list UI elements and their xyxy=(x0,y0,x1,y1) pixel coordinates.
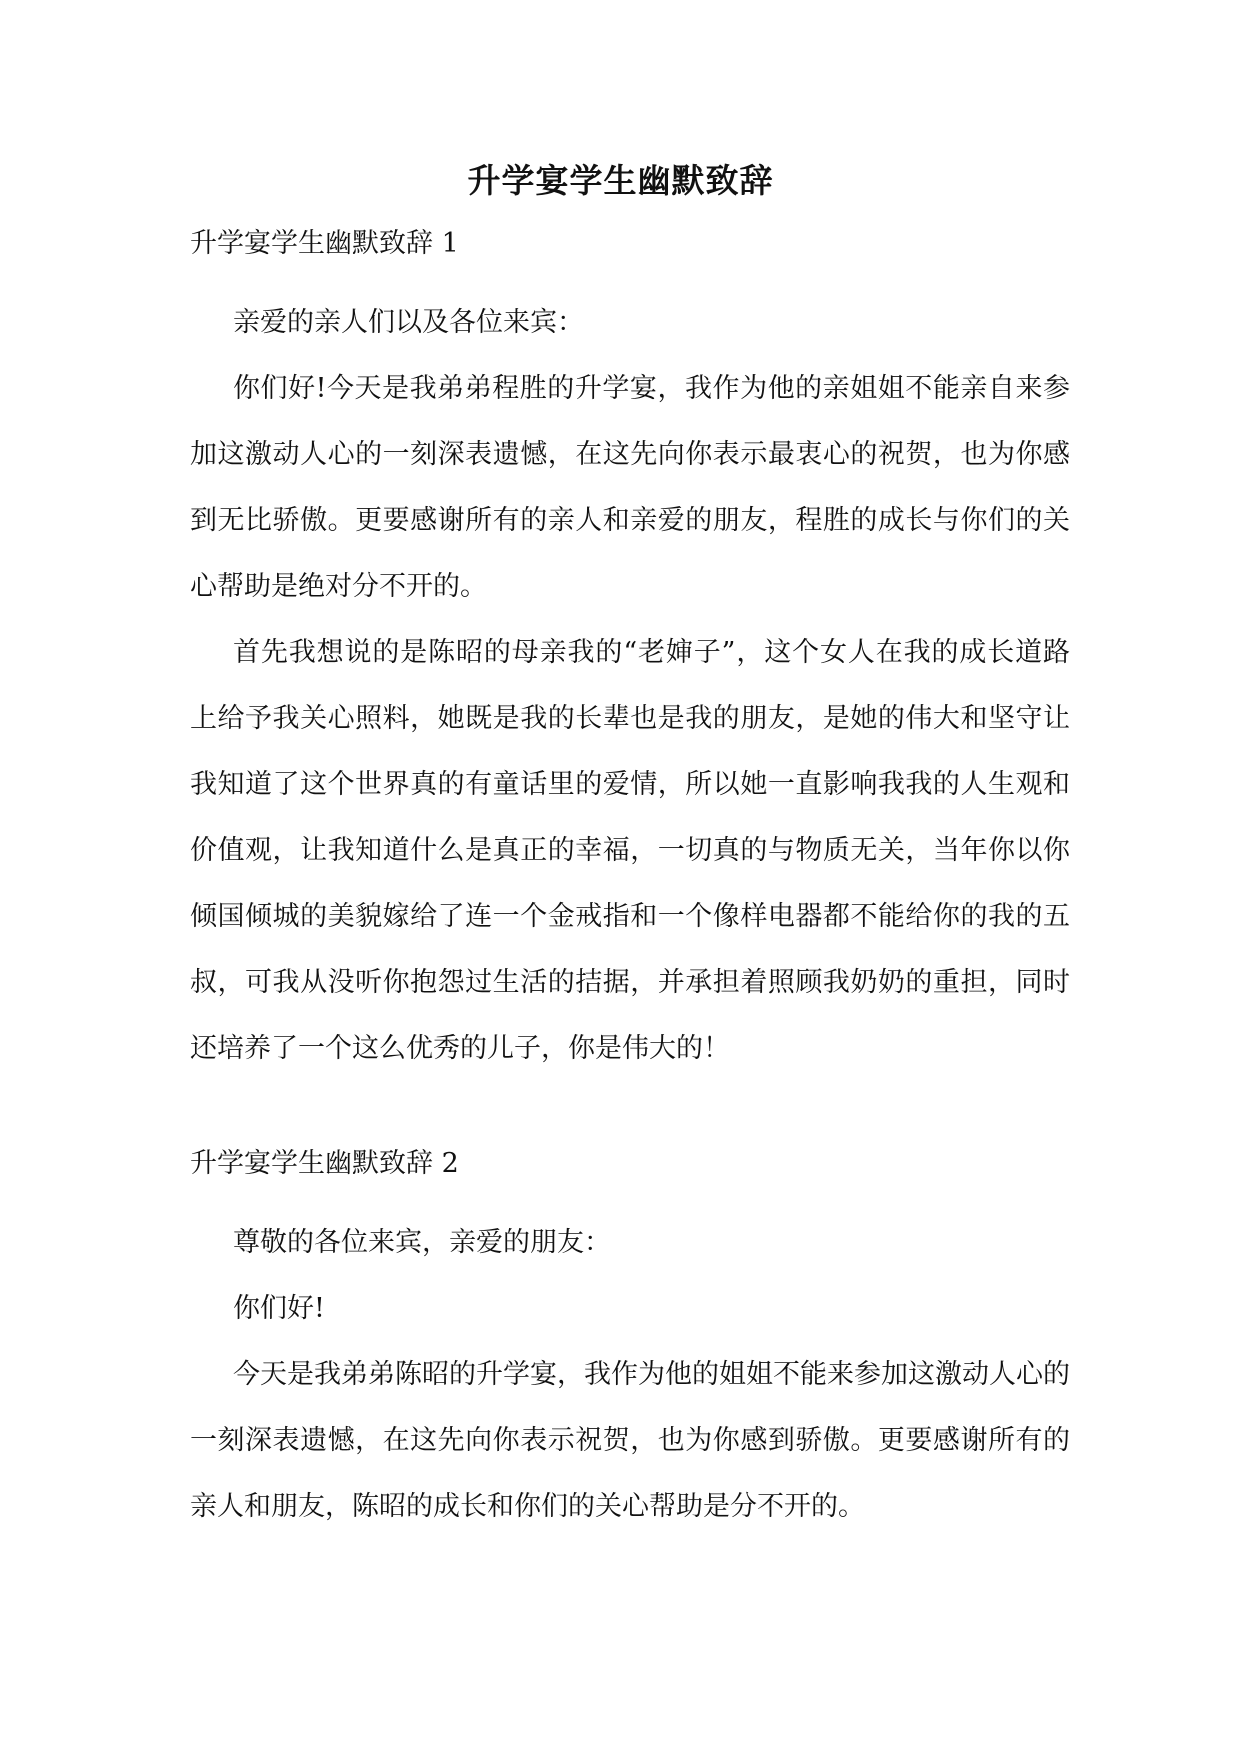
spacer xyxy=(190,260,1070,290)
paragraph: 今天是我弟弟陈昭的升学宴，我作为他的姐姐不能来参加这激动人心的一刻深表遗憾，在这先向你表示祝贺，也为你感到骄傲。更要感谢所有的亲人和朋友，陈昭的成长和你们的关心帮助是分不开的。 xyxy=(190,1359,1070,1522)
document-title: 升学宴学生幽默致辞 xyxy=(467,161,774,200)
paragraph: 首先我想说的是陈昭的母亲我的“老婶子”，这个女人在我的成长道路上给予我关心照料，她既是我的长辈也是我的朋友，是她的伟大和坚守让我知道了这个世界真的有童话里的爱情，所以她一直影响我我的人生观和价值观，让我知道什么是真正的幸福，一切真的与物质无关，当年你以你倾国倾城的美貌嫁给了连一个金戒指和一个像样电器都不能给你的我的五叔，可我从没听你抱怨过生活的拮据，并承担着照顾我奶奶的重担，同时还培养了一个这么优秀的儿子，你是伟大的！ xyxy=(190,637,1070,1064)
document-body xyxy=(190,228,1070,1540)
greeting: 你们好! xyxy=(233,1293,325,1324)
paragraph: 你们好!今天是我弟弟程胜的升学宴，我作为他的亲姐姐不能亲自来参加这激动人心的一刻深表遗憾，在这先向你表示最衷心的祝贺，也为你感到无比骄傲。更要感谢所有的亲人和亲爱的朋友，程胜的成长与你们的关心帮助是绝对分不开的。 xyxy=(190,373,1070,602)
section-heading-2: 升学宴学生幽默致辞 2 xyxy=(190,1148,459,1179)
salutation-2: 尊敬的各位来宾，亲爱的朋友： xyxy=(233,1227,611,1258)
spacer xyxy=(190,1180,1070,1210)
salutation-1: 亲爱的亲人们以及各位来宾： xyxy=(233,307,584,338)
spacer xyxy=(190,1082,1070,1148)
section-heading-1: 升学宴学生幽默致辞 1 xyxy=(190,228,459,259)
